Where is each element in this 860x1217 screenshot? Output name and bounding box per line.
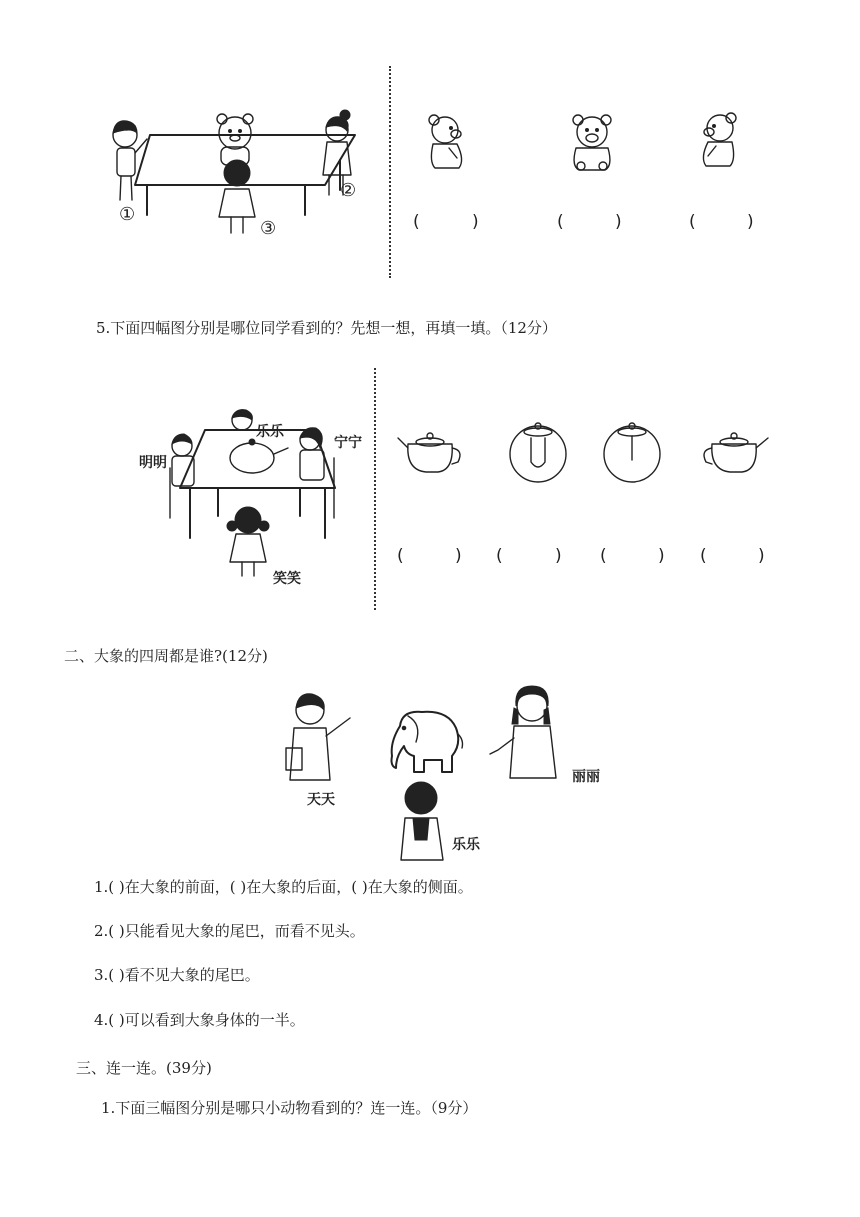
question-1: 1.( )在大象的前面，( )在大象的后面，( )在大象的侧面。 [94,878,473,896]
teapot-icon [597,420,667,482]
question-2: 2.( )只能看见大象的尾巴，而看不见头。 [94,922,365,940]
name-mingming: 明明 [139,455,167,471]
question-3: 3.( )看不见大象的尾巴。 [94,966,260,984]
answer-paren-close: ) [615,212,622,232]
teapot-icon [696,426,770,476]
table-bear-scene-illustration [105,105,375,245]
name-lele: 乐乐 [452,837,480,853]
section2-heading: 二、大象的四周都是谁?(12分) [64,647,268,665]
answer-paren-close: ) [555,546,562,566]
answer-paren-open: ( [600,546,607,566]
teddy-bear-icon [567,114,617,174]
child-icon [227,507,269,576]
child-icon [219,160,255,233]
name-tiantian: 天天 [307,792,335,808]
child-icon [280,688,360,788]
answer-paren-open: ( [397,546,404,566]
teddy-bear-icon [696,110,740,172]
answer-paren-open: ( [700,546,707,566]
answer-paren-open: ( [496,546,503,566]
teapot-icon [503,420,573,482]
answer-paren-open: ( [557,212,564,232]
label-1: ① [119,204,136,225]
section3-heading: 三、连一连。(39分) [76,1059,212,1077]
answer-paren-open: ( [413,212,420,232]
teapot-icon [230,439,288,473]
answer-paren-close: ) [758,546,765,566]
divider-dotted [374,368,376,610]
label-3: ③ [260,218,277,239]
name-lele: 乐乐 [256,424,284,440]
answer-paren-close: ) [472,212,479,232]
child-icon [397,778,451,862]
child-icon [484,680,574,780]
answer-paren-open: ( [689,212,696,232]
problem5-instruction: 5.下面四幅图分别是哪位同学看到的？先想一想，再填一填。（12分） [96,319,557,337]
elephant-icon [382,706,466,776]
answer-paren-close: ) [455,546,462,566]
question-4: 4.( )可以看到大象身体的一半。 [94,1011,305,1029]
answer-paren-close: ) [658,546,665,566]
divider-dotted [389,66,391,278]
name-xiaoxiao: 笑笑 [273,571,301,587]
child-icon [232,410,252,430]
teapot-icon [396,426,466,476]
label-2: ② [340,180,357,201]
section3-question-1: 1.下面三幅图分别是哪只小动物看到的？连一连。（9分） [101,1099,478,1117]
answer-paren-close: ) [747,212,754,232]
teddy-bear-icon [425,112,469,174]
name-lili: 丽丽 [572,769,600,785]
name-ningning: 宁宁 [334,435,362,451]
teddy-bear-icon [217,114,253,165]
